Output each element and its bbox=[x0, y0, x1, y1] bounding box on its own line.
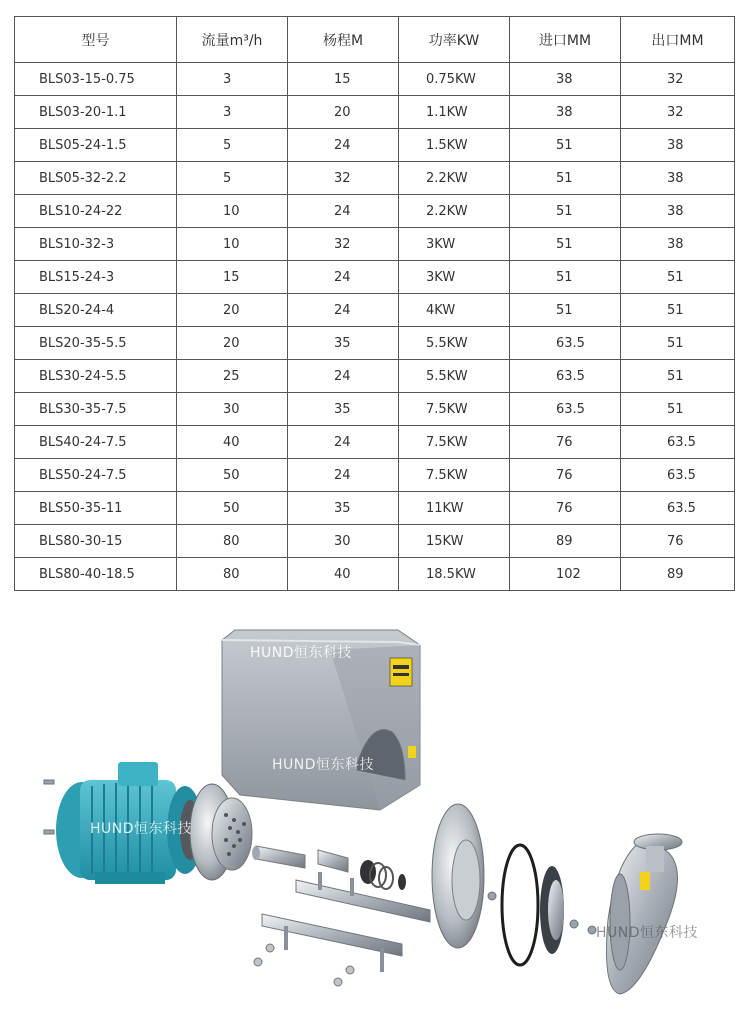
cell-flow: 50 bbox=[177, 492, 288, 525]
cell-flow: 25 bbox=[177, 360, 288, 393]
cell-outlet: 32 bbox=[621, 63, 735, 96]
cell-power: 5.5KW bbox=[399, 327, 510, 360]
table-row bbox=[15, 426, 735, 459]
cell-head: 20 bbox=[288, 96, 399, 129]
cell-head: 35 bbox=[288, 327, 399, 360]
cell-outlet: 51 bbox=[621, 360, 735, 393]
cell-power: 7.5KW bbox=[399, 426, 510, 459]
cell-flow: 80 bbox=[177, 558, 288, 591]
cell-power: 2.2KW bbox=[399, 162, 510, 195]
table-row bbox=[15, 327, 735, 360]
cell-head: 32 bbox=[288, 228, 399, 261]
cell-power: 3KW bbox=[399, 228, 510, 261]
cell-flow: 10 bbox=[177, 228, 288, 261]
cell-outlet: 89 bbox=[621, 558, 735, 591]
watermark: HUND恒东科技 bbox=[90, 821, 193, 837]
watermark: HUND恒东科技 bbox=[272, 757, 375, 773]
pump-exploded-view bbox=[0, 610, 750, 1014]
back-plate bbox=[432, 804, 484, 948]
cell-power: 4KW bbox=[399, 294, 510, 327]
cell-power: 1.1KW bbox=[399, 96, 510, 129]
cell-model: BLS05-32-2.2 bbox=[15, 162, 177, 195]
cell-head: 35 bbox=[288, 393, 399, 426]
cell-outlet: 51 bbox=[621, 393, 735, 426]
header-outlet: 出口MM bbox=[621, 17, 735, 63]
cell-outlet: 76 bbox=[621, 525, 735, 558]
cell-inlet: 76 bbox=[510, 459, 621, 492]
cell-inlet: 102 bbox=[510, 558, 621, 591]
table-row bbox=[15, 393, 735, 426]
table-row bbox=[15, 261, 735, 294]
cell-head: 40 bbox=[288, 558, 399, 591]
cell-power: 15KW bbox=[399, 525, 510, 558]
cell-head: 30 bbox=[288, 525, 399, 558]
cell-power: 11KW bbox=[399, 492, 510, 525]
cell-model: BLS05-24-1.5 bbox=[15, 129, 177, 162]
cell-flow: 3 bbox=[177, 63, 288, 96]
cell-flow: 10 bbox=[177, 195, 288, 228]
cell-model: BLS80-30-15 bbox=[15, 525, 177, 558]
cell-outlet: 38 bbox=[621, 195, 735, 228]
header-inlet: 进口MM bbox=[510, 17, 621, 63]
header-flow: 流量m³/h bbox=[177, 17, 288, 63]
cell-model: BLS50-24-7.5 bbox=[15, 459, 177, 492]
cell-inlet: 89 bbox=[510, 525, 621, 558]
cell-model: BLS10-24-22 bbox=[15, 195, 177, 228]
cell-flow: 30 bbox=[177, 393, 288, 426]
pump-shaft bbox=[252, 846, 305, 868]
mechanical-seal bbox=[318, 850, 406, 890]
table-row bbox=[15, 129, 735, 162]
cell-outlet: 32 bbox=[621, 96, 735, 129]
table-row bbox=[15, 228, 735, 261]
cell-outlet: 51 bbox=[621, 294, 735, 327]
cell-outlet: 38 bbox=[621, 162, 735, 195]
table-row bbox=[15, 63, 735, 96]
cell-model: BLS40-24-7.5 bbox=[15, 426, 177, 459]
cell-inlet: 63.5 bbox=[510, 327, 621, 360]
cell-head: 32 bbox=[288, 162, 399, 195]
watermark: HUND恒东科技 bbox=[250, 645, 353, 661]
pump-exploded-drawing bbox=[0, 610, 750, 1014]
cell-model: BLS80-40-18.5 bbox=[15, 558, 177, 591]
cell-outlet: 38 bbox=[621, 129, 735, 162]
cell-power: 18.5KW bbox=[399, 558, 510, 591]
header-power: 功率KW bbox=[399, 17, 510, 63]
table-row bbox=[15, 525, 735, 558]
o-ring bbox=[502, 845, 538, 965]
cell-head: 24 bbox=[288, 294, 399, 327]
cell-flow: 50 bbox=[177, 459, 288, 492]
cell-head: 15 bbox=[288, 63, 399, 96]
cell-inlet: 63.5 bbox=[510, 393, 621, 426]
cell-model: BLS30-35-7.5 bbox=[15, 393, 177, 426]
cell-power: 7.5KW bbox=[399, 393, 510, 426]
cell-inlet: 51 bbox=[510, 294, 621, 327]
cell-inlet: 76 bbox=[510, 426, 621, 459]
cell-inlet: 63.5 bbox=[510, 360, 621, 393]
cell-outlet: 51 bbox=[621, 327, 735, 360]
cell-model: BLS03-15-0.75 bbox=[15, 63, 177, 96]
cell-head: 24 bbox=[288, 195, 399, 228]
pump-spec-table bbox=[14, 16, 735, 591]
cell-outlet: 63.5 bbox=[621, 459, 735, 492]
cell-flow: 3 bbox=[177, 96, 288, 129]
table-row bbox=[15, 162, 735, 195]
cell-outlet: 63.5 bbox=[621, 426, 735, 459]
watermark: HUND恒东科技 bbox=[596, 925, 699, 941]
table-row bbox=[15, 294, 735, 327]
cell-power: 3KW bbox=[399, 261, 510, 294]
cell-inlet: 38 bbox=[510, 63, 621, 96]
cell-flow: 40 bbox=[177, 426, 288, 459]
cell-head: 24 bbox=[288, 459, 399, 492]
adapter-flange bbox=[190, 784, 252, 880]
cell-model: BLS03-20-1.1 bbox=[15, 96, 177, 129]
cell-outlet: 63.5 bbox=[621, 492, 735, 525]
cell-head: 24 bbox=[288, 129, 399, 162]
cell-power: 7.5KW bbox=[399, 459, 510, 492]
cell-flow: 20 bbox=[177, 327, 288, 360]
cell-flow: 5 bbox=[177, 129, 288, 162]
cell-model: BLS50-35-11 bbox=[15, 492, 177, 525]
cell-head: 24 bbox=[288, 360, 399, 393]
cell-power: 0.75KW bbox=[399, 63, 510, 96]
cell-power: 5.5KW bbox=[399, 360, 510, 393]
cell-head: 35 bbox=[288, 492, 399, 525]
table-row bbox=[15, 96, 735, 129]
cell-inlet: 51 bbox=[510, 261, 621, 294]
cell-flow: 15 bbox=[177, 261, 288, 294]
table-row bbox=[15, 459, 735, 492]
table-header-row bbox=[15, 17, 735, 63]
cell-inlet: 51 bbox=[510, 195, 621, 228]
cell-outlet: 51 bbox=[621, 261, 735, 294]
cell-inlet: 38 bbox=[510, 96, 621, 129]
pump-casing bbox=[607, 834, 683, 994]
cell-power: 1.5KW bbox=[399, 129, 510, 162]
table-row bbox=[15, 558, 735, 591]
cell-inlet: 51 bbox=[510, 162, 621, 195]
cell-model: BLS20-24-4 bbox=[15, 294, 177, 327]
cell-inlet: 51 bbox=[510, 129, 621, 162]
header-head: 杨程M bbox=[288, 17, 399, 63]
impeller bbox=[540, 866, 564, 954]
cell-head: 24 bbox=[288, 261, 399, 294]
cell-flow: 20 bbox=[177, 294, 288, 327]
cell-model: BLS30-24-5.5 bbox=[15, 360, 177, 393]
cell-flow: 5 bbox=[177, 162, 288, 195]
cell-model: BLS15-24-3 bbox=[15, 261, 177, 294]
header-model: 型号 bbox=[15, 17, 177, 63]
cell-flow: 80 bbox=[177, 525, 288, 558]
cell-head: 24 bbox=[288, 426, 399, 459]
table-row bbox=[15, 195, 735, 228]
cell-model: BLS10-32-3 bbox=[15, 228, 177, 261]
cell-outlet: 38 bbox=[621, 228, 735, 261]
cell-inlet: 51 bbox=[510, 228, 621, 261]
table-row bbox=[15, 492, 735, 525]
cell-inlet: 76 bbox=[510, 492, 621, 525]
cell-model: BLS20-35-5.5 bbox=[15, 327, 177, 360]
table-row bbox=[15, 360, 735, 393]
cell-power: 2.2KW bbox=[399, 195, 510, 228]
